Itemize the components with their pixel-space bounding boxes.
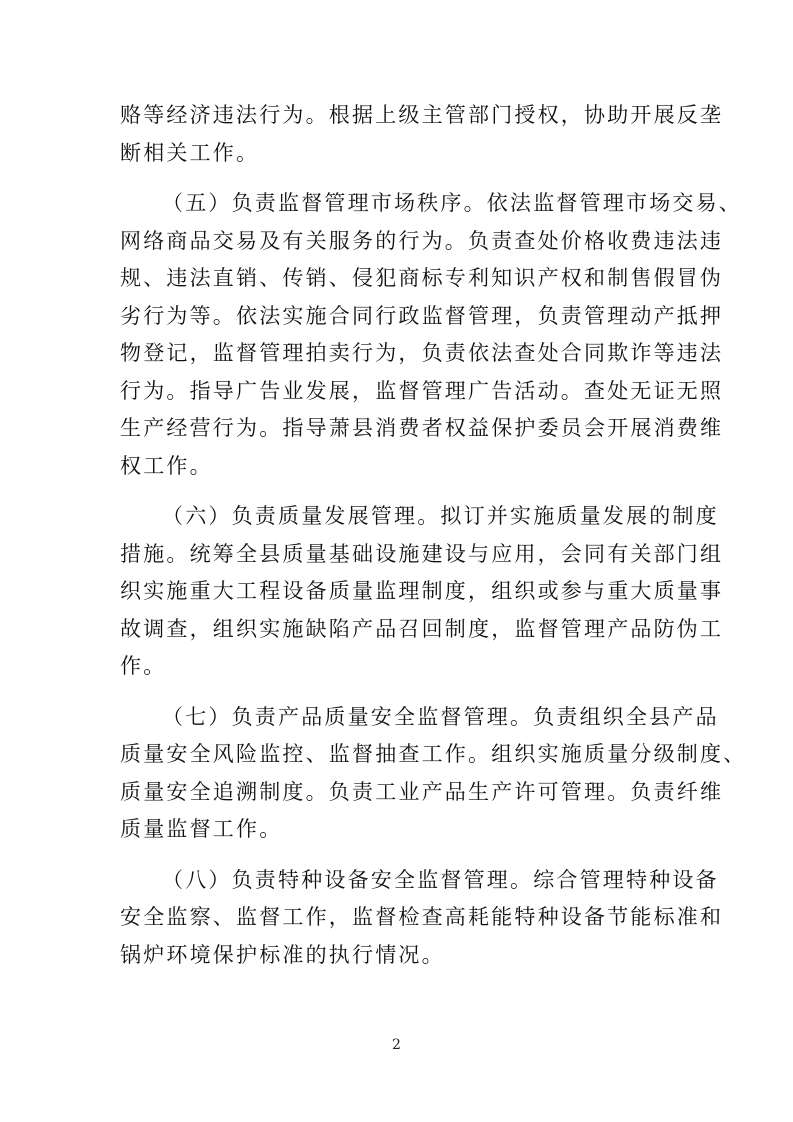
paragraph-item-6 <box>120 498 724 686</box>
text-line: （八）负责特种设备安全监督管理。综合管理特种设备 <box>162 867 719 892</box>
text-line: 规、违法直销、传销、侵犯商标专利知识产权和制售假冒伪 <box>120 266 724 290</box>
text-line: （五）负责监督管理市场秩序。依法监督管理市场交易、 <box>162 191 742 215</box>
paragraph-item-5 <box>120 185 742 485</box>
text-line: 网络商品交易及有关服务的行为。负责查处价格收费违法违 <box>120 228 724 253</box>
text-line: 安全监察、监督工作，监督检查高耗能特种设备节能标准和 <box>120 905 724 929</box>
text-line: 措施。统筹全县质量基础设施建设与应用，会同有关部门组 <box>120 541 724 566</box>
text-line: 生产经营行为。指导萧县消费者权益保护委员会开展消费维 <box>120 416 724 440</box>
paragraph-continuation <box>120 97 724 172</box>
text-line: 织实施重大工程设备质量监理制度，组织或参与重大质量事 <box>120 579 724 603</box>
text-line: （七）负责产品质量安全监督管理。负责组织全县产品 <box>162 704 719 729</box>
text-line: 故调查，组织实施缺陷产品召回制度，监督管理产品防伪工 <box>120 616 724 641</box>
paragraph-item-7 <box>120 699 747 849</box>
text-line: 质量安全追溯制度。负责工业产品生产许可管理。负责纤维 <box>120 779 724 804</box>
paragraph-item-8 <box>120 862 724 975</box>
text-line: 赂等经济违法行为。根据上级主管部门授权，协助开展反垄 <box>120 103 724 127</box>
text-line: 作。 <box>120 654 167 678</box>
text-line: 锅炉环境保护标准的执行情况。 <box>120 942 445 967</box>
text-line: 质量安全风险监控、监督抽查工作。组织实施质量分级制度、 <box>120 742 747 766</box>
text-line: 断相关工作。 <box>120 140 260 165</box>
text-line: （六）负责质量发展管理。拟订并实施质量发展的制度 <box>162 504 719 528</box>
page-number: 2 <box>392 1037 401 1053</box>
text-line: 质量监督工作。 <box>120 817 283 841</box>
text-line: 权工作。 <box>120 453 213 478</box>
text-line: 行为。指导广告业发展，监督管理广告活动。查处无证无照 <box>120 378 724 403</box>
text-line: 劣行为等。依法实施合同行政监督管理，负责管理动产抵押 <box>120 303 724 328</box>
document-body <box>120 97 747 987</box>
text-line: 物登记，监督管理拍卖行为，负责依法查处合同欺诈等违法 <box>120 341 724 365</box>
